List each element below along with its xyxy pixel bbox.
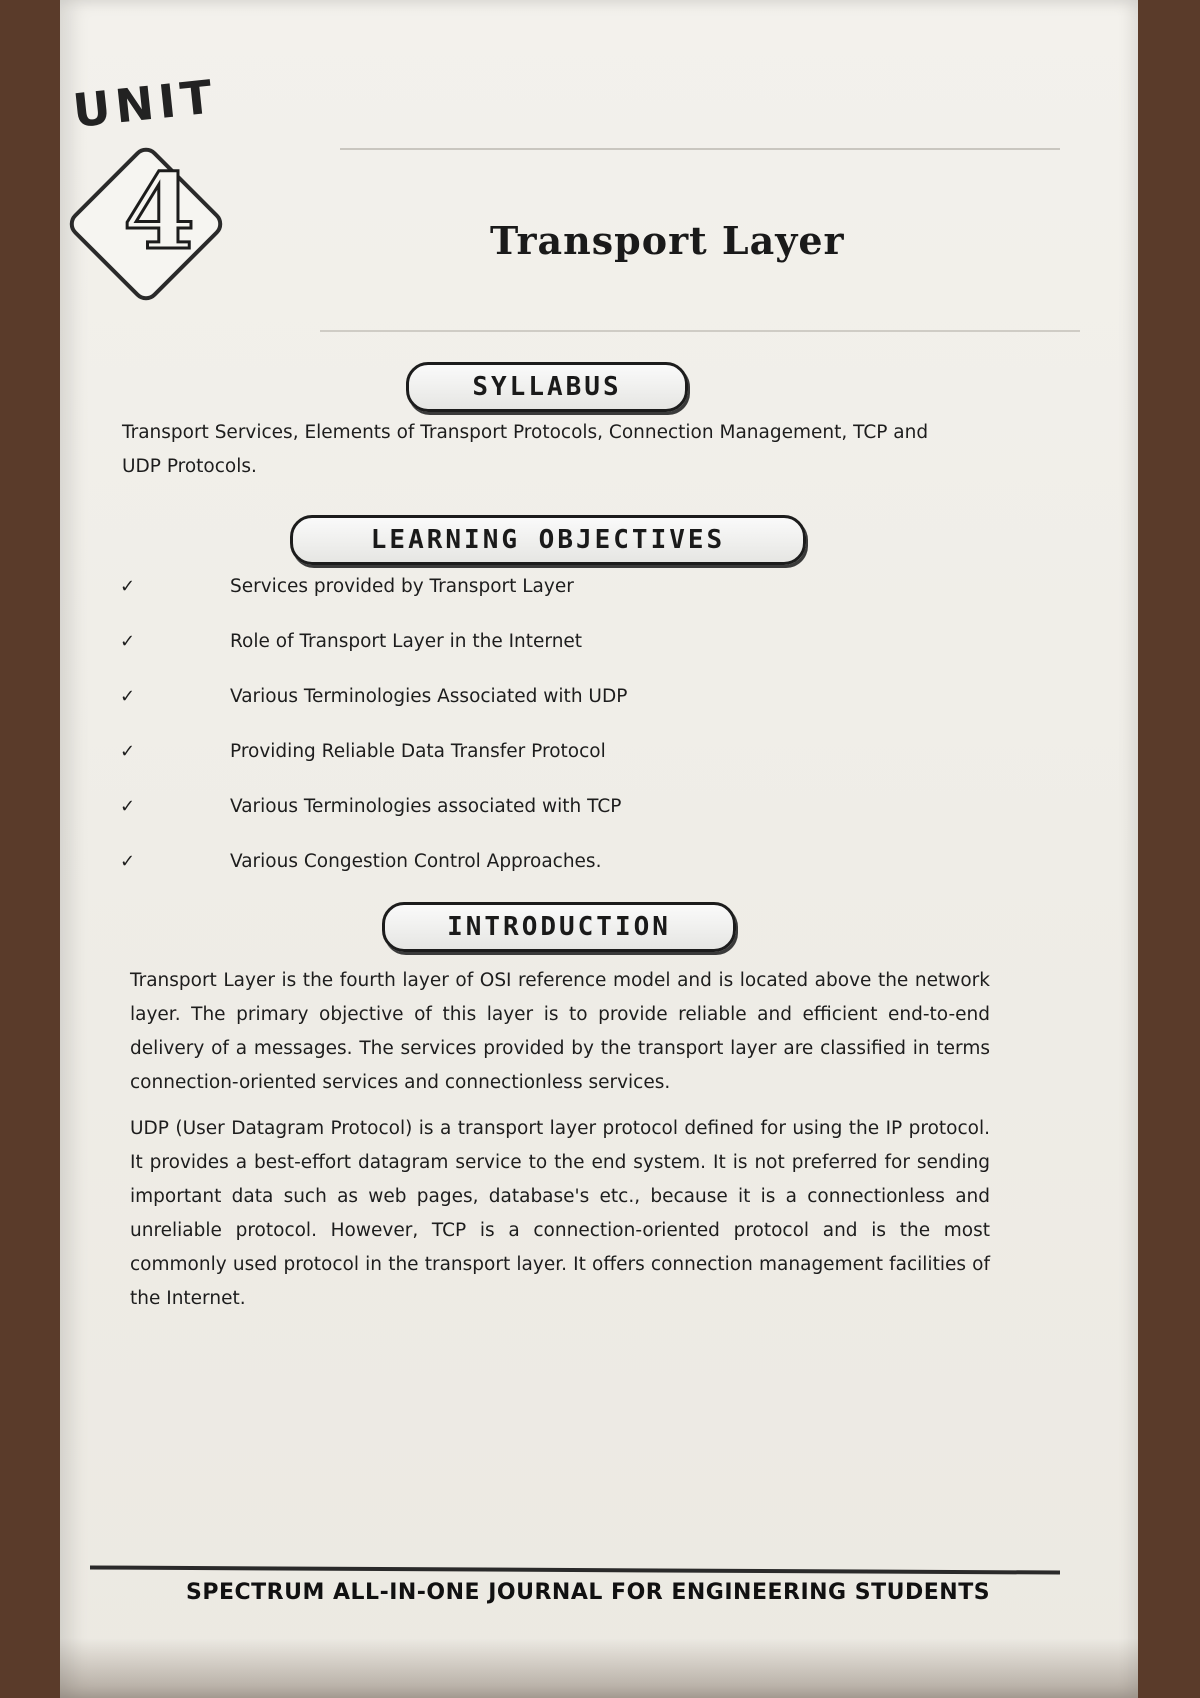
introduction-body [130, 964, 990, 1328]
check-icon: ✓ [120, 796, 136, 817]
footer-rule [90, 1565, 1060, 1574]
objective-item [120, 572, 920, 627]
objective-text: Providing Reliable Data Transfer Protocol [230, 741, 606, 762]
check-icon: ✓ [120, 741, 136, 762]
chapter-title: Transport Layer [490, 218, 845, 263]
objective-item [120, 792, 920, 847]
title-rule [320, 330, 1080, 332]
introduction-paragraph: Transport Layer is the fourth layer of OSI reference model and is located above the network layer. The primary objective of this layer is to provide reliable and efficient end-to-end delivery of a messages. The services provided by the transport layer are classified in terms connection-oriented services and connectionless services. [130, 970, 990, 1093]
check-icon: ✓ [120, 851, 136, 872]
unit-number: 4 [122, 150, 196, 273]
objective-text: Services provided by Transport Layer [230, 576, 574, 597]
objective-item [120, 627, 920, 682]
objective-text: Various Terminologies Associated with UDP [230, 686, 628, 707]
check-icon: ✓ [120, 631, 136, 652]
learning-objectives-list [120, 572, 920, 902]
objective-text: Various Congestion Control Approaches. [230, 851, 602, 872]
introduction-paragraph: UDP (User Datagram Protocol) is a transport layer protocol defined for using the IP protocol. It provides a best-effort datagram service to the end system. It is not preferred for sending important data such as web pages, database's etc., because it is a connectionless and unreliable protocol. However, TCP is a connection-oriented protocol and is the most commonly used protocol in the transport layer. It offers connection management facilities of the Internet. [130, 1118, 990, 1309]
footer-journal-title: SPECTRUM ALL-IN-ONE JOURNAL FOR ENGINEERING STUDENTS [186, 1580, 991, 1605]
learning-objectives-heading: LEARNING OBJECTIVES [290, 515, 806, 565]
objective-text: Role of Transport Layer in the Internet [230, 631, 583, 652]
syllabus-heading: SYLLABUS [406, 362, 688, 412]
objective-item [120, 737, 920, 792]
objective-item [120, 847, 920, 902]
check-icon: ✓ [120, 686, 136, 707]
introduction-heading: INTRODUCTION [382, 902, 736, 952]
document-page [60, 0, 1138, 1698]
page-edge-shadow [60, 1638, 1138, 1698]
syllabus-text: Transport Services, Elements of Transport Protocols, Connection Management, TCP and UDP Protocols. [122, 422, 929, 477]
objective-item [120, 682, 920, 737]
check-icon: ✓ [120, 576, 136, 597]
objective-text: Various Terminologies associated with TCP [230, 796, 622, 817]
header-rule [340, 148, 1060, 150]
unit-label: UNIT [70, 69, 220, 138]
